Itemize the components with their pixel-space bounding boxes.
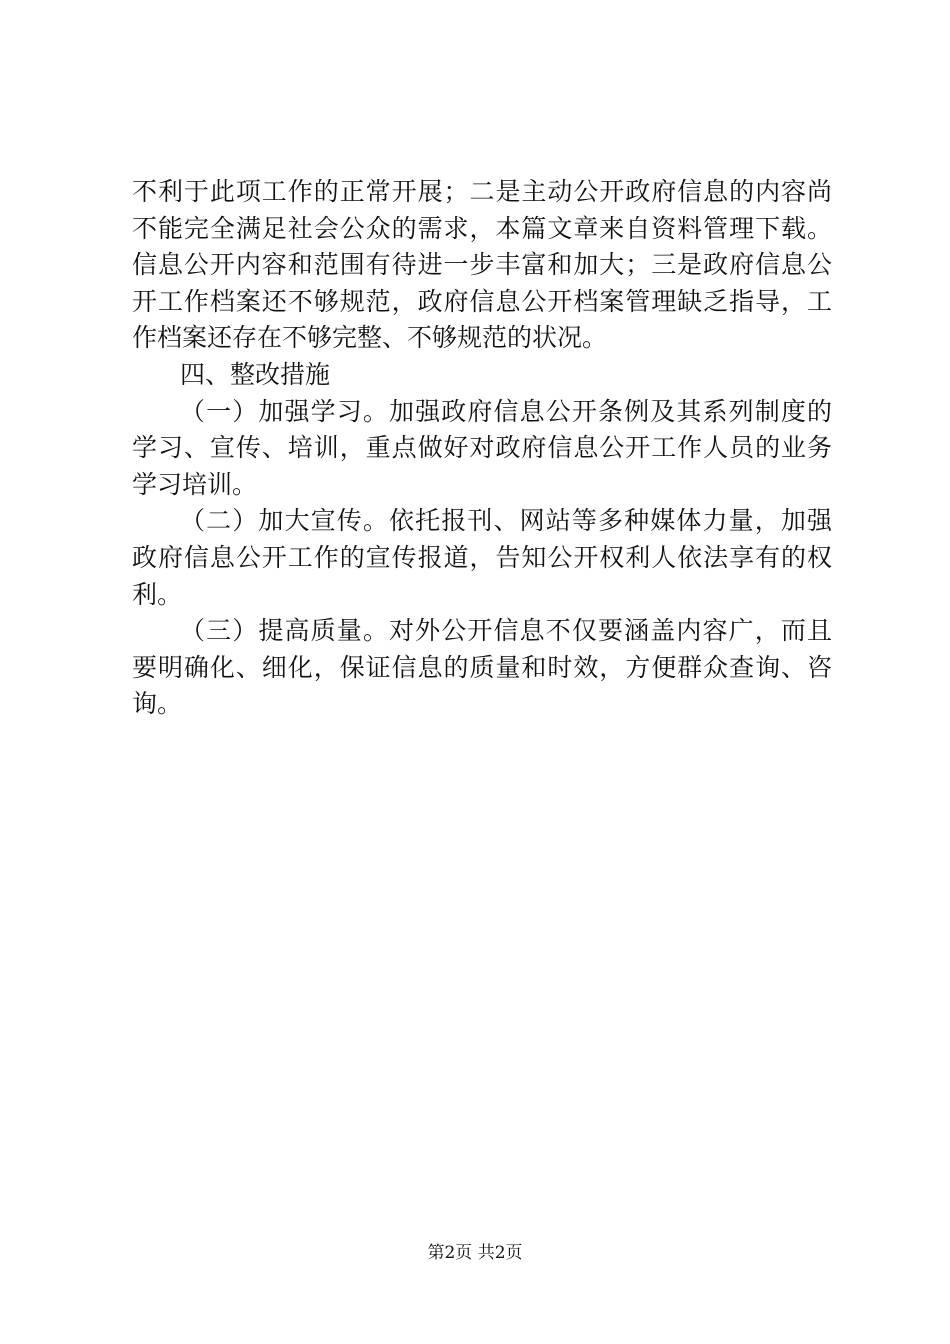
text-line: 作档案还存在不够完整、不够规范的状况。 xyxy=(132,323,608,353)
text-line: 政府信息公开工作的宣传报道，告知公开权利人依法享有的权 xyxy=(132,542,832,572)
text-line: 要明确化、细化，保证信息的质量和时效，方便群众查询、咨 xyxy=(132,652,832,682)
text-line: 开工作档案还不够规范，政府信息公开档案管理缺乏指导，工 xyxy=(132,286,832,316)
measure-item-3 xyxy=(132,613,832,723)
text-line: 利。 xyxy=(132,579,183,609)
paragraph-1 xyxy=(132,174,832,357)
text-line: （一）加强学习。加强政府信息公开条例及其系列制度的 xyxy=(180,396,832,426)
measure-item-2 xyxy=(132,503,832,613)
text-line: 不利于此项工作的正常开展；二是主动公开政府信息的内容尚 xyxy=(132,177,832,206)
page-number-footer: 第2页 共2页 xyxy=(427,1243,523,1263)
text-line: （三）提高质量。对外公开信息不仅要涵盖内容广，而且 xyxy=(180,616,832,646)
measure-item-1 xyxy=(132,394,832,504)
text-line: 信息公开内容和范围有待进一步丰富和加大；三是政府信息公 xyxy=(132,250,832,280)
text-line: 询。 xyxy=(132,689,183,719)
section-heading: 四、整改措施 xyxy=(180,359,331,389)
text-line: 不能完全满足社会公众的需求，本篇文章来自资料管理下载。 xyxy=(132,213,832,243)
text-line: （二）加大宣传。依托报刊、网站等多种媒体力量，加强 xyxy=(180,506,832,536)
text-line: 学习、宣传、培训，重点做好对政府信息公开工作人员的业务 xyxy=(132,433,832,463)
document-body xyxy=(132,174,832,723)
text-line: 学习培训。 xyxy=(132,469,258,499)
